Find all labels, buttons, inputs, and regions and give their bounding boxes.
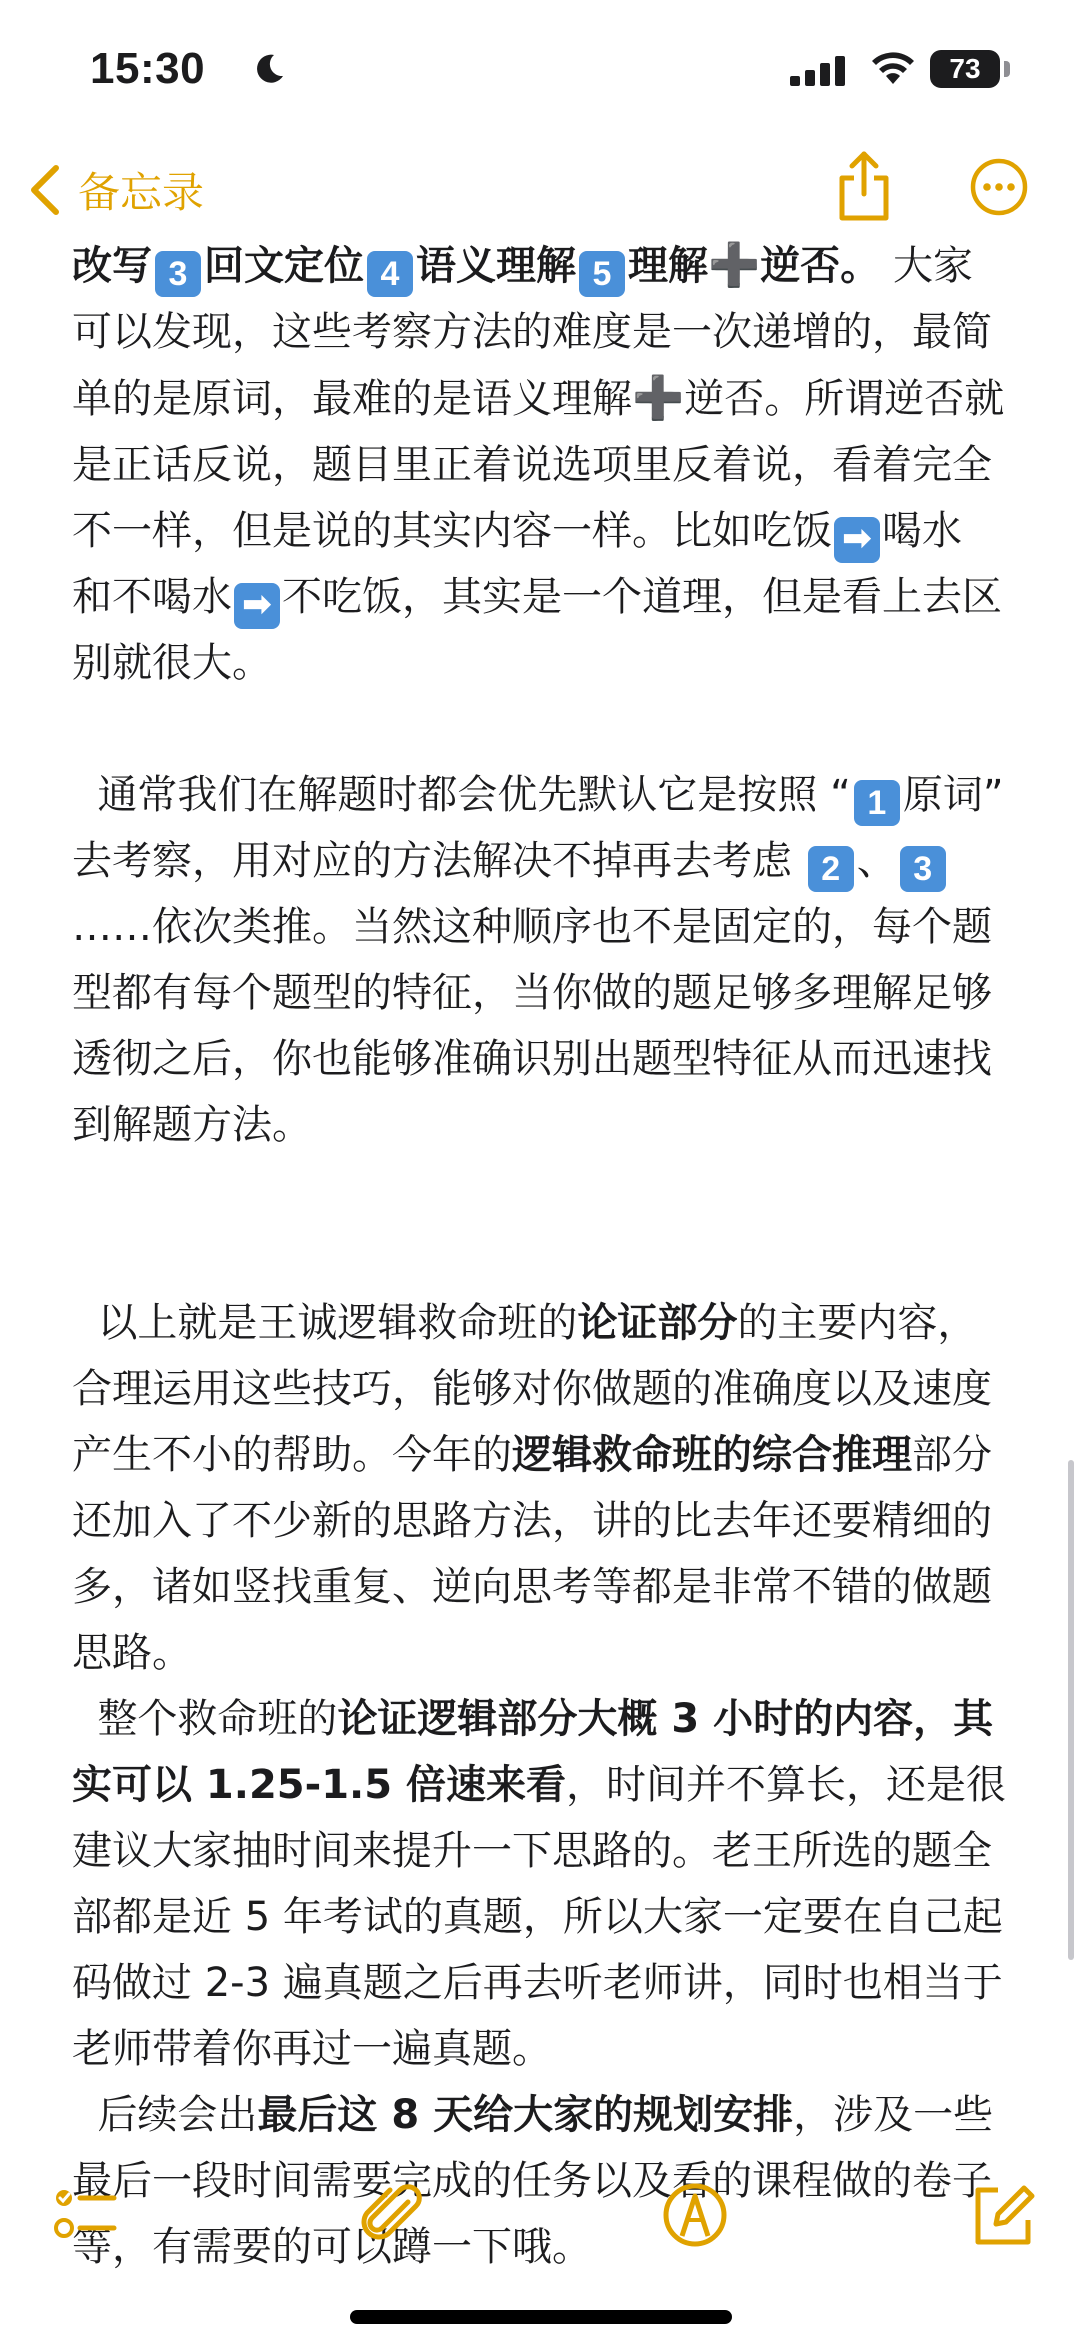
text: 原词” 去考察，用对应的方法解决不掉再去考虑: [72, 772, 1017, 884]
more-icon[interactable]: [970, 158, 1028, 216]
attachment-icon[interactable]: [358, 2180, 428, 2250]
keycap-1: 1: [854, 780, 900, 826]
keycap-2: 2: [808, 846, 854, 892]
back-label: 备忘录: [78, 168, 205, 217]
arrow-right-icon: ➡: [234, 583, 280, 629]
text-bold: 论证部分: [577, 1300, 738, 1346]
text-bold: 理解: [628, 243, 708, 289]
text: 整个救命班的: [72, 1696, 338, 1742]
status-bar: [0, 0, 1080, 140]
status-time: 15:30: [90, 44, 206, 93]
keycap-3: 3: [155, 251, 201, 297]
keycap-3: 3: [900, 846, 946, 892]
text-bold: 论证逻辑部分大概 3 小时的内容，其实可以 1.25-1.5 倍速来看: [72, 1696, 994, 1808]
text: 喝水 和不喝水: [72, 508, 962, 620]
paragraph-1: [72, 232, 1012, 696]
battery-level: 73: [949, 53, 981, 84]
text: 通常我们在解题时都会优先默认它是按照 “: [72, 772, 851, 818]
compose-icon[interactable]: [968, 2180, 1038, 2250]
text: 逆否。所谓逆否就是正话反说，题目里正着说选项里反着说，看着完全不一样，但是说的其实内容一样。比如吃饭: [72, 376, 1005, 554]
plus-icon: ➕: [708, 240, 761, 289]
text-bold: 最后这 8 天给大家的规划安排: [257, 2092, 794, 2138]
text-bold: 改写: [72, 243, 152, 289]
bottom-toolbar: [0, 2170, 1080, 2270]
battery-tip: [1004, 61, 1010, 77]
scrollbar[interactable]: [1068, 1460, 1074, 1960]
keycap-5: 5: [579, 251, 625, 297]
text-bold: 逻辑救命班的综合推理: [512, 1432, 912, 1478]
plus-icon: ➕: [632, 373, 685, 422]
text: 部分还加入了不少新的思路方法，讲的比去年还要精细的多，诸如竖找重复、逆向思考等都是非常不错的做题思路。: [72, 1432, 992, 1676]
text: ，涉及一些最后一段时间需要完成的任务以及看的课程做的卷子等，有需要的可以蹲一下哦。: [72, 2092, 994, 2270]
checklist-icon[interactable]: [50, 2180, 120, 2250]
wifi-icon: [870, 50, 916, 86]
text: 不吃饭，其实是一个道理，但是看上去区别就很大。: [72, 574, 1002, 686]
text: 后续会出: [72, 2092, 258, 2138]
text: 、: [856, 838, 897, 884]
blank-line: [72, 1224, 1012, 1290]
paragraph-4: [72, 1686, 1012, 2082]
markup-icon[interactable]: [660, 2180, 730, 2250]
text-bold: 语义理解: [416, 243, 576, 289]
signal-icon: [790, 56, 846, 86]
text: ，时间并不算长，还是很建议大家抽时间来提升一下思路的。老王所选的题全部都是近 5 年考试的真题，所以大家一定要在自己起码做过 2-3 遍真题之后再去听老师讲，同时也相当于老师带着你再过一遍真题。: [72, 1762, 1007, 2072]
home-indicator[interactable]: [350, 2310, 732, 2324]
text-bold: 逆否。: [760, 243, 881, 289]
share-icon[interactable]: [836, 150, 892, 222]
text: 的主要内容，合理运用这些技巧，能够对你做题的准确度以及速度产生不小的帮助。今年的: [72, 1300, 992, 1478]
keycap-4: 4: [367, 251, 413, 297]
text: 以上就是王诚逻辑救命班的: [72, 1300, 578, 1346]
battery-icon: [930, 50, 1000, 88]
nav-bar: [0, 150, 1080, 230]
paragraph-3: [72, 1290, 1012, 1686]
text: ……依次类推。当然这种顺序也不是固定的，每个题型都有每个题型的特征，当你做的题足够多理解足够透彻之后，你也能够准确识别出题型特征从而迅速找到解题方法。: [72, 904, 992, 1148]
note-body[interactable]: [72, 232, 1017, 2280]
chevron-left-icon: [28, 164, 62, 216]
moon-icon: [252, 52, 286, 86]
text: 大家可以发现，这些考察方法的难度是一次递增的，最简单的是原词，最难的是语义理解: [72, 243, 992, 422]
text-bold: 回文定位: [204, 243, 364, 289]
paragraph-2: [72, 696, 1017, 1224]
back-button[interactable]: [28, 160, 204, 220]
arrow-right-icon: ➡: [834, 517, 880, 563]
